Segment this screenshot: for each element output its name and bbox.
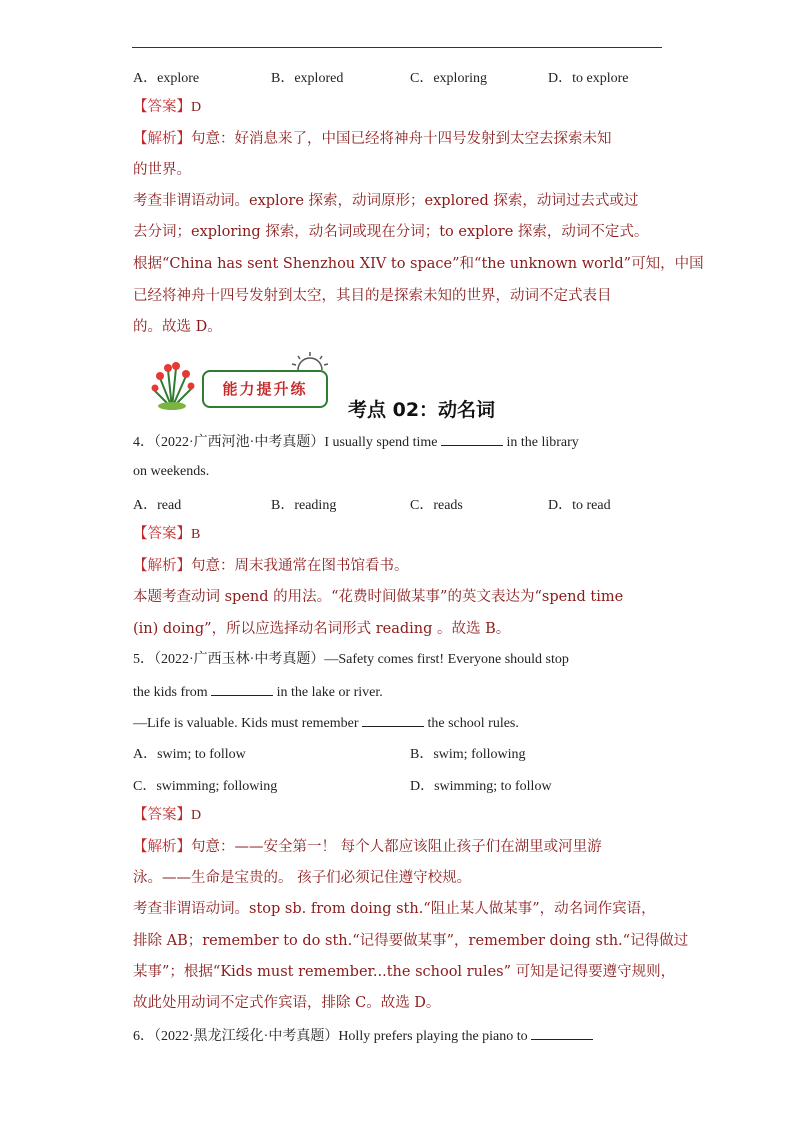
q5-stem-3-start: —Life is valuable. Kids must remember <box>133 716 359 731</box>
q5-option-c: C．swimming; following <box>133 779 278 794</box>
answer-tag: 【答案】 <box>133 99 191 115</box>
q4-stem <box>133 431 579 453</box>
q4-stem-start: 4．（2022·广西河池·中考真题）I usually spend time <box>133 435 438 450</box>
q5-stem-2-end: in the lake or river. <box>276 685 383 700</box>
q5-stem-1: 5．（2022·广西玉林·中考真题）—Safety comes first! Everyone should stop <box>133 652 569 667</box>
answer-tag: 【答案】 <box>133 807 191 823</box>
q5-analysis <box>133 837 602 857</box>
q4-stem-cont: on weekends. <box>133 464 210 479</box>
q5-explanation-4: 故此处用动词不定式作宾语，排除 C。故选 D。 <box>133 995 441 1011</box>
q3-explanation-1: 考查非谓语动词。explore 探索，动词原形；explored 探索，动词过去式或过 <box>133 193 639 209</box>
answer-value: D <box>191 100 202 115</box>
q4-explanation-2: (in) doing”，所以应选择动名词形式 reading 。故选 B。 <box>133 621 511 637</box>
analysis-tag: 【解析】 <box>133 839 191 855</box>
q5-analysis-cont: 泳。——生命是宝贵的。 孩子们必须记住遵守校规。 <box>133 870 472 886</box>
q4-option-d: D．to read <box>548 498 611 513</box>
q5-stem-3-end: the school rules. <box>427 716 519 731</box>
q4-explanation-1: 本题考查动词 spend 的用法。“花费时间做某事”的英文表达为“spend time <box>133 589 624 605</box>
answer-tag: 【答案】 <box>133 526 191 542</box>
analysis-text: 句意：——安全第一！ 每个人都应该阻止孩子们在湖里或河里游 <box>191 839 602 855</box>
q3-option-d: D．to explore <box>548 71 629 86</box>
q5-option-a: A．swim; to follow <box>133 747 246 762</box>
q3-explanation-3: 根据“China has sent Shenzhou XIV to space”和“the unknown world”可知，中国 <box>133 256 704 272</box>
q3-answer <box>133 97 201 118</box>
q4-answer <box>133 524 200 545</box>
sun-icon <box>290 350 330 372</box>
q4-analysis <box>133 556 409 576</box>
q3-explanation-5: 的。故选 D。 <box>133 319 222 335</box>
q5-explanation-2: 排除 AB；remember to do sth.“记得要做某事”，remember doing sth.“记得做过 <box>133 933 689 949</box>
header-rule <box>132 47 662 48</box>
analysis-text: 句意：好消息来了，中国已经将神舟十四号发射到太空去探索未知 <box>191 131 612 147</box>
q4-stem-end: in the library <box>506 435 579 450</box>
q3-explanation-4: 已经将神舟十四号发射到太空，其目的是探索未知的世界，动词不定式表目 <box>133 288 612 304</box>
answer-blank <box>441 431 503 446</box>
answer-blank <box>531 1025 593 1040</box>
q5-answer <box>133 805 201 826</box>
q5-option-d: D．swimming; to follow <box>410 779 552 794</box>
analysis-tag: 【解析】 <box>133 558 191 574</box>
answer-blank <box>211 681 273 696</box>
q6-stem-text: 6．（2022·黑龙江绥化·中考真题）Holly prefers playing the piano to <box>133 1029 528 1044</box>
plant-decoration-icon <box>146 340 198 410</box>
q5-option-b: B．swim; following <box>410 747 526 762</box>
analysis-text: 句意：周末我通常在图书馆看书。 <box>191 558 409 574</box>
q5-stem-2 <box>133 681 383 703</box>
q5-explanation-3: 某事”；根据“Kids must remember...the school rules” 可知是记得要遵守规则， <box>133 964 676 980</box>
q5-stem-2-start: the kids from <box>133 685 208 700</box>
q6-stem-1 <box>133 1025 593 1047</box>
q5-stem-3 <box>133 712 519 734</box>
section-title: 考点 02：动名词 <box>348 399 496 421</box>
answer-value: D <box>191 808 202 823</box>
q3-explanation-2: 去分词；exploring 探索，动名词或现在分词；to explore 探索，动词不定式。 <box>133 224 649 240</box>
analysis-tag: 【解析】 <box>133 131 191 147</box>
q4-option-a: A．read <box>133 498 182 513</box>
q3-analysis <box>133 129 612 149</box>
section-badge: 能力提升练 <box>202 370 328 408</box>
q3-option-a: A．explore <box>133 71 200 86</box>
q3-option-c: C．exploring <box>410 71 487 86</box>
q3-option-b: B．explored <box>271 71 344 86</box>
q3-analysis-cont: 的世界。 <box>133 162 191 178</box>
answer-blank <box>362 712 424 727</box>
section-header <box>140 340 700 430</box>
answer-value: B <box>191 527 201 542</box>
q5-explanation-1: 考查非谓语动词。stop sb. from doing sth.“阻止某人做某事”，动名词作宾语， <box>133 901 656 917</box>
q4-option-c: C．reads <box>410 498 463 513</box>
q4-option-b: B．reading <box>271 498 337 513</box>
